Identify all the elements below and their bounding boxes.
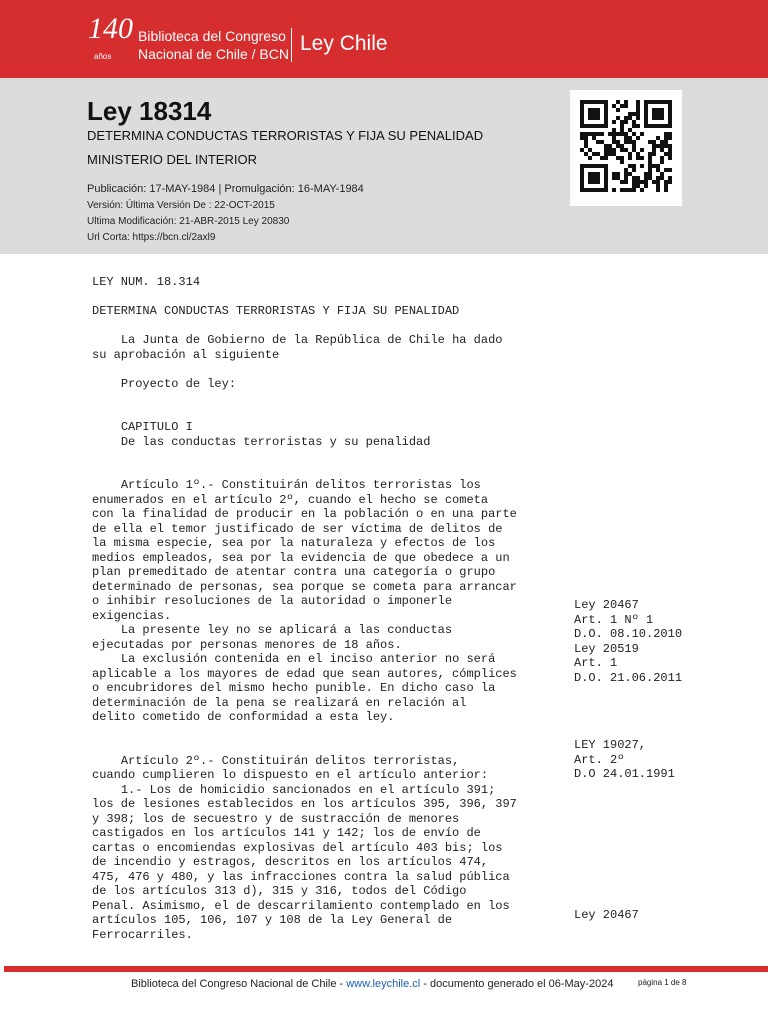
margin-note-1 [574, 598, 724, 685]
version-info: Versión: Última Versión De : 22-OCT-2015 [87, 200, 275, 211]
publication-dates: Publicación: 17-MAY-1984 | Promulgación: 16-MAY-1984 [87, 183, 364, 195]
law-body [92, 275, 562, 942]
logo-text-line2: Nacional de Chile / BCN [138, 46, 289, 62]
footer-divider [4, 966, 768, 972]
footer-suffix: - documento generado el 06-May-2024 [420, 978, 614, 990]
brand-name[interactable]: Ley Chile [300, 32, 388, 55]
article-1: Artículo 1º.- Constituirán delitos terroristas los enumerados en el artículo 2º, cuando el hecho se cometa con la finalidad de producir en la población o en una parte de ella el temor justificado de ser víctima de delitos de la misma especie, sea por la naturaleza y efectos de los medios empleados, sea por la evidencia de que obedece a un plan premeditado de atentar contra una categoría o grupo determinado de personas, sea porque se cometa para arrancar o inhibir resoluciones de la autoridad o imponerle exigencias. [92, 478, 517, 623]
law-title: Ley 18314 [87, 96, 212, 126]
margin-note-text: Ley 20467 [574, 908, 639, 922]
logo-divider [291, 28, 292, 62]
preamble: La Junta de Gobierno de la República de Chile ha dado su aprobación al siguiente [92, 333, 503, 362]
law-number-line: LEY NUM. 18.314 [92, 275, 201, 289]
article-2-item-1: 1.- Los de homicidio sancionados en el artículo 391; los de lesiones establecidos en los artículos 395, 396, 397 y 398; los de secuestro y de sustracción de menores castigados en los artículos 141 y 142; los de envío de cartas o encomiendas explosivas del artículo 403 bis; los de incendio y estragos, descritos en los artículos 474, 475, 476 y 480, y las infracciones contra la salud pública de los artículos 313 d), 315 y 316, todos del Código Penal. Asimismo, el de descarrilamiento contemplado en los artículos 105, 106, 107 y 108 de la Ley General de Ferrocarriles. [92, 782, 517, 942]
body-title: DETERMINA CONDUCTAS TERRORISTAS Y FIJA SU PENALIDAD [92, 304, 460, 318]
margin-note-3 [574, 908, 724, 923]
law-ministry: MINISTERIO DEL INTERIOR [87, 152, 257, 167]
footer-link[interactable]: www.leychile.cl [346, 978, 421, 990]
margin-note-2 [574, 738, 724, 782]
short-url[interactable]: Url Corta: https://bcn.cl/2axl9 [87, 232, 216, 243]
footer-prefix: Biblioteca del Congreso Nacional de Chile - [131, 978, 347, 990]
anniversary-logo-suffix: años [94, 52, 112, 61]
chapter-heading: CAPITULO I De las conductas terroristas y su penalidad [120, 420, 431, 449]
law-header [0, 78, 768, 254]
law-subtitle: DETERMINA CONDUCTAS TERRORISTAS Y FIJA SU PENALIDAD [87, 128, 484, 143]
qr-code-graphic [580, 100, 672, 192]
project-heading: Proyecto de ley: [120, 376, 237, 391]
logo-text-line1: Biblioteca del Congreso [138, 28, 286, 44]
article-1-paragraph-3: La exclusión contenida en el inciso anterior no será aplicable a los mayores de edad que sean autores, cómplices o encubridores del mismo hecho punible. En dicho caso la determinación de la pena se realizará en relación al delito cometido de conformidad a esta ley. [92, 652, 517, 724]
article-1-paragraph-2: La presente ley no se aplicará a las conductas ejecutadas por personas menores de 18 años. [92, 623, 453, 652]
qr-code-icon [570, 90, 682, 206]
footer-text [131, 978, 613, 990]
article-2: Artículo 2º.- Constituirán delitos terroristas, cuando cumplieren lo dispuesto en el artículo anterior: [92, 753, 489, 782]
margin-note-text: Ley 20467 Art. 1 Nº 1 D.O. 08.10.2010 Ley 20519 Art. 1 D.O. 21.06.2011 [574, 598, 683, 685]
top-banner [0, 0, 768, 78]
anniversary-logo-number: 140 [88, 12, 133, 45]
margin-note-text: LEY 19027, Art. 2º D.O 24.01.1991 [574, 738, 675, 781]
modification-info: Ultima Modificación: 21-ABR-2015 Ley 20830 [87, 216, 290, 227]
page-number: página 1 de 8 [638, 978, 687, 987]
